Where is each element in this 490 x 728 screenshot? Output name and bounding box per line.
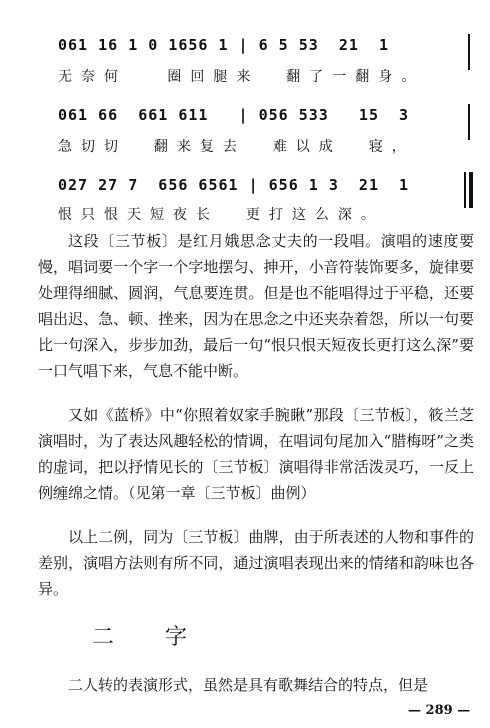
score-notes-row-1: 061 16 1 0 1656 1 | 6 5 53 21 1 <box>58 36 390 54</box>
score-lyrics-row-1: 无奈何 圈回腿来 翻了一翻身。 <box>58 69 425 85</box>
paragraph-4: 二人转的表演形式，虽然是具有歌舞结合的特点，但是 <box>68 676 429 694</box>
score-notes-row-2: 061 66 661 611 | 056 533 15 3 <box>58 106 410 124</box>
music-score <box>0 0 490 225</box>
paragraph-2: 又如《蓝桥》中“你照着奴家手腕瞅”那段〔三节板〕，筱兰芝演唱时，为了表达风趣轻松的情调，在唱词句尾加入“腊梅呀”之类的虚词，把以抒情见长的〔三节板〕演唱得非常活泼灵巧，一反上例缠绵之情。（见第一章〔三节板〕曲例） <box>38 406 474 502</box>
score-notes-row-3: 027 27 7 656 6561 | 656 1 3 21 1 <box>58 176 410 194</box>
final-barline-thick <box>469 172 473 208</box>
paragraph-3: 以上二例，同为〔三节板〕曲牌，由于所表述的人物和事件的差别，演唱方法则有所不同，通过演唱表现出来的情绪和韵味也各异。 <box>38 528 474 598</box>
score-lyrics-row-2: 急切切 翻来复去 难以成 寝， <box>58 139 415 155</box>
barline <box>468 34 470 70</box>
final-barline-thin <box>464 172 466 208</box>
section-heading: 二 字 <box>92 625 209 650</box>
page-number: — 289 — <box>408 703 471 718</box>
paragraph-1: 这段〔三节板〕是红月娥思念丈夫的一段唱。演唱的速度要慢，唱词要一个字一个字地摆匀、抻开，小音符装饰要多，旋律要处理得细腻、圆润，气息要连贯。但是也不能唱得过于平稳，还要唱出迟、急、顿、挫来，因为在思念之中还夹杂着怨，所以一句要比一句深入，步步加劲，最后一句“恨只恨天短夜长更打这么深”要一口气唱下来，气息不能中断。 <box>38 232 474 380</box>
barline <box>468 104 470 140</box>
score-lyrics-row-3: 恨只恨天短夜长 更打这么深。 <box>58 207 384 223</box>
